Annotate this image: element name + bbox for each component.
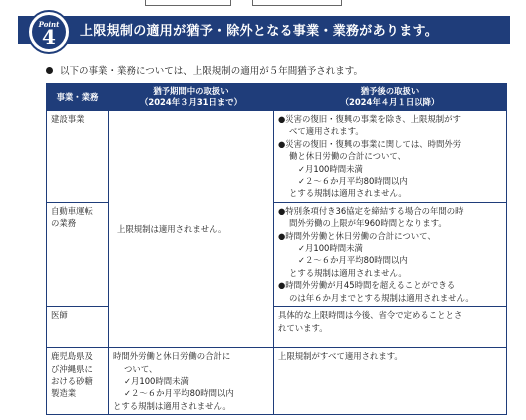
row-name-construction: 建設事業 (47, 111, 109, 203)
banner-title: 上限規制の適用が猶予・除外となる事業・業務があります。 (80, 24, 439, 39)
top-edge-tabs (0, 0, 526, 6)
after-driving: ●特別条項付き36協定を締結する場合の年間の時 間外労働の上限が年960時間となります。 ●時間外労働と休日労働の合計について、 ✓月100時間未満 ✓２～６か月平均80時間以内 とする規制は適用されません。 ●時間外労働が月45時間を超えることができる のは年６か月までとする規制は適用されません。 (274, 202, 507, 306)
header-business: 事業・業務 (47, 84, 109, 111)
grace-period-table (46, 83, 507, 415)
after-doctor: 具体的な上限時間は今後、省令で定めることとさ れています。 (274, 307, 507, 348)
top-tab-left (145, 0, 231, 6)
intro-label: 以下の事業・業務については、上限規制の適用が５年間猶予されます。 (60, 66, 364, 77)
header-during: 猶予期間中の取扱い （2024年３月31日まで） (109, 84, 274, 111)
row-name-driving: 自動車運転 の業務 (47, 202, 109, 306)
row-name-doctor: 医師 (47, 307, 109, 348)
after-sugar: 上限規制がすべて適用されます。 (274, 348, 507, 415)
during-shared-cell: 上限規制は適用されません。 (109, 111, 274, 348)
point-number: 4 (42, 25, 56, 49)
point-word: Point (38, 20, 60, 29)
after-construction: ●災害の復旧・復興の事業を除き、上限規制がす べて適用されます。 ●災害の復旧・復興の事業に関しては、時間外労 働と休日労働の合計について、 ✓月100時間未満 ✓２～６か月平均80時間以内 とする規制は適用されません。 (274, 111, 507, 203)
intro-text (46, 63, 363, 77)
table-row (47, 348, 507, 415)
point-badge (27, 10, 71, 54)
row-name-sugar: 鹿児島県及 び沖縄県に おける砂糖 製造業 (47, 348, 109, 415)
during-sugar: 時間外労働と休日労働の合計に ついて、 ✓月100時間未満 ✓２～６か月平均80時間以内 とする規制は適用されません。 (109, 348, 274, 415)
table-header-row (47, 84, 507, 111)
top-tab-right (252, 0, 342, 6)
table-row (47, 111, 507, 203)
bullet-icon (46, 67, 53, 74)
header-after: 猶予後の取扱い （2024年４月１日以降） (274, 84, 507, 111)
